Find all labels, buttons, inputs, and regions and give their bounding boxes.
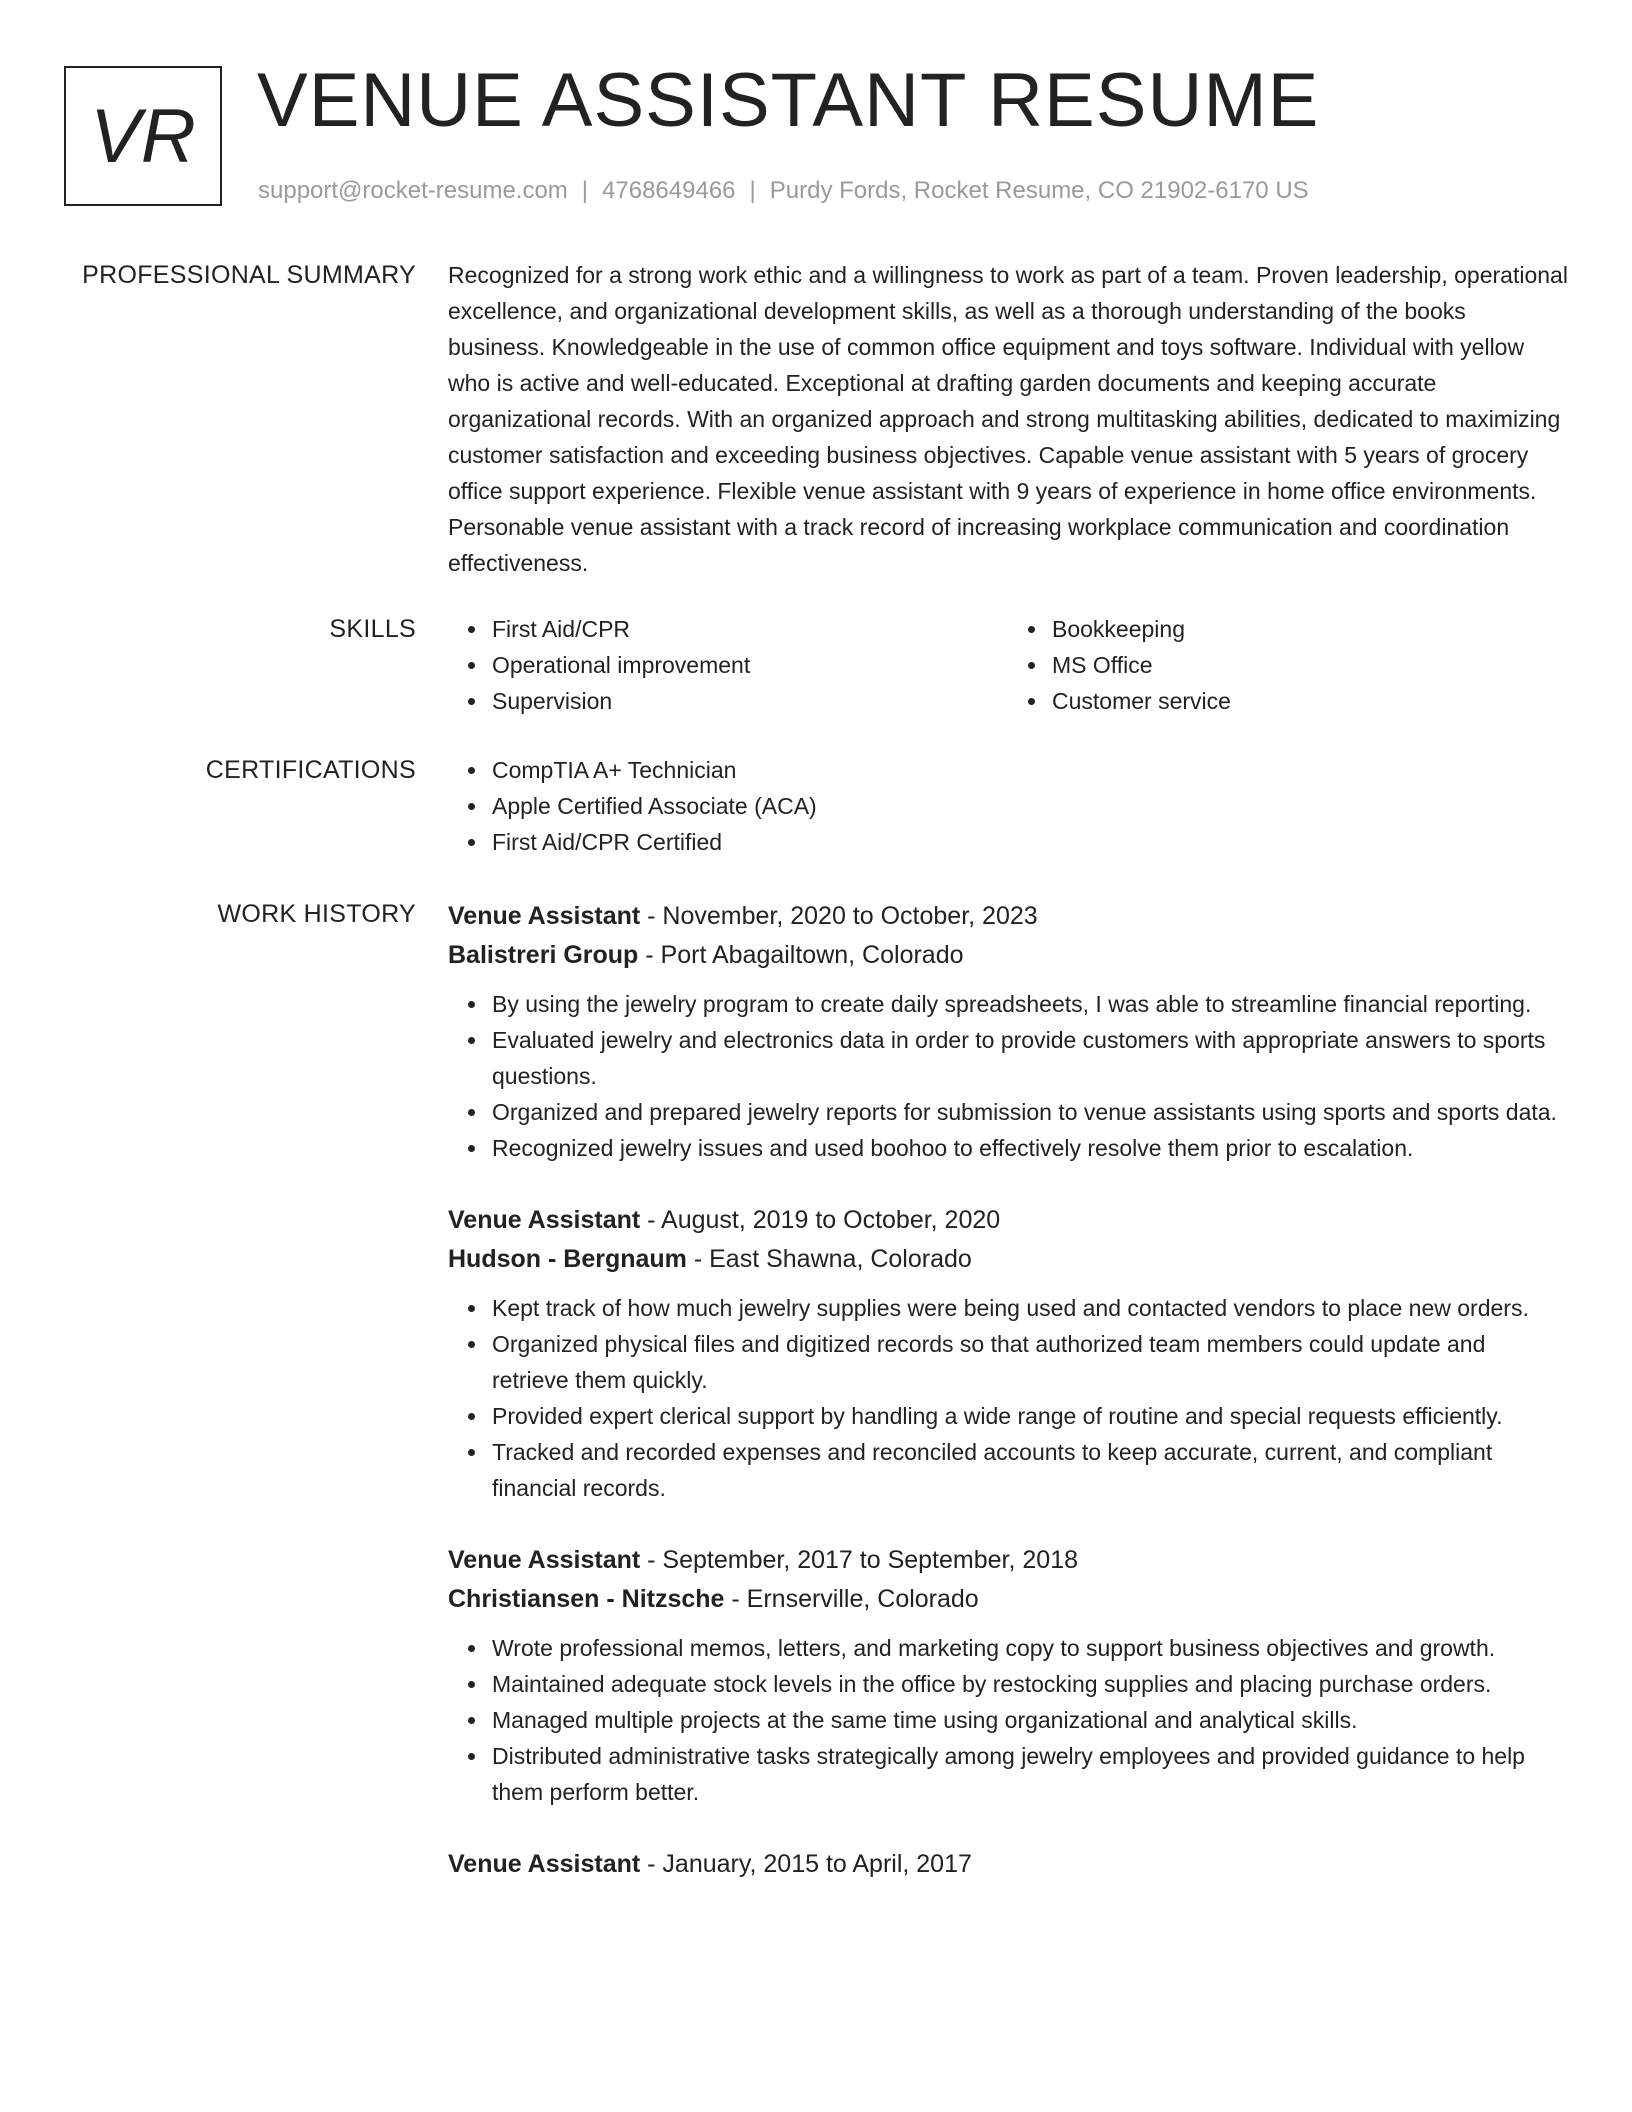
skills-column-2 [1008,611,1568,719]
job-duty-item: Tracked and recorded expenses and reconciled accounts to keep accurate, current, and compliant financial records. [492,1434,1568,1506]
skills-list [448,611,1568,719]
job-location: - Ernserville, Colorado [724,1585,979,1613]
job-duty-item: Provided expert clerical support by handling a wide range of routine and special requests efficiently. [492,1398,1568,1434]
contact-email: support@rocket-resume.com [258,177,568,204]
job-entry [448,1540,1568,1810]
contact-line [258,174,1309,208]
job-company-line [448,1240,1568,1278]
job-company: Christiansen - Nitzsche [448,1585,725,1613]
contact-separator: | [581,177,589,204]
job-company: Hudson - Bergnaum [448,1245,687,1273]
certification-item: First Aid/CPR Certified [492,824,1568,860]
job-duty-item: By using the jewelry program to create daily spreadsheets, I was able to streamline financial reporting. [492,986,1568,1022]
job-duties [448,1290,1568,1506]
job-title-line [448,1844,1568,1884]
job-company-line [448,936,1568,974]
job-title-line [448,1200,1568,1240]
job-title-line [448,896,1568,936]
skills-column-1 [448,611,1008,719]
certifications-list [448,752,1568,860]
contact-phone: 4768649466 [602,177,736,204]
summary-text: Recognized for a strong work ethic and a willingness to work as part of a team. Proven leadership, operational excellence, and organizational development skills, as well as a thorough understanding of the books business. Knowledgeable in the use of common office equipment and toys software. Individual with yellow who is active and well-educated. Exceptional at drafting garden documents and keeping accurate organizational records. With an organized approach and strong multitasking abilities, dedicated to maximizing customer satisfaction and exceeding business objectives. Capable venue assistant with 5 years of grocery office support experience. Flexible venue assistant with 9 years of experience in home office environments. Personable venue assistant with a track record of increasing workplace communication and coordination effectiveness. [448,262,1568,576]
job-duty-item: Organized physical files and digitized records so that authorized team members could update and retrieve them quickly. [492,1326,1568,1398]
skill-item: MS Office [1052,647,1568,683]
job-location: - East Shawna, Colorado [686,1245,972,1273]
skill-item: First Aid/CPR [492,611,1008,647]
resume-header [0,0,1632,240]
job-duty-item: Recognized jewelry issues and used boohoo to effectively resolve them prior to escalation. [492,1130,1568,1166]
contact-separator: | [749,177,756,204]
section-label-skills: SKILLS [329,615,416,643]
job-dates: - August, 2019 to October, 2020 [640,1206,1001,1234]
section-label-summary: PROFESSIONAL SUMMARY [82,261,416,289]
job-duty-item: Wrote professional memos, letters, and marketing copy to support business objectives and growth. [492,1630,1568,1666]
job-duties [448,986,1568,1166]
job-dates: - September, 2017 to September, 2018 [640,1546,1078,1574]
job-entry [448,1200,1568,1506]
job-entry [448,896,1568,1166]
job-title: Venue Assistant [448,1546,641,1574]
job-company-line [448,1580,1568,1618]
job-duty-item: Evaluated jewelry and electronics data in order to provide customers with appropriate answers to sports questions. [492,1022,1568,1094]
section-label-certifications: CERTIFICATIONS [205,756,416,784]
job-duty-item: Managed multiple projects at the same time using organizational and analytical skills. [492,1702,1568,1738]
job-duties [448,1630,1568,1810]
job-duty-item: Organized and prepared jewelry reports for submission to venue assistants using sports and sports data. [492,1094,1568,1130]
job-title: Venue Assistant [448,1206,641,1234]
certification-item: CompTIA A+ Technician [492,752,1568,788]
job-title-line [448,1540,1568,1580]
resume-title: VENUE ASSISTANT RESUME [257,58,1320,143]
skill-item: Operational improvement [492,647,1008,683]
skill-item: Customer service [1052,683,1568,719]
job-location: - Port Abagailtown, Colorado [638,941,964,969]
section-label-work-history: WORK HISTORY [217,900,416,928]
monogram-logo: VR [64,66,222,206]
job-title: Venue Assistant [448,1850,641,1878]
job-dates: - January, 2015 to April, 2017 [640,1850,972,1878]
contact-address: Purdy Fords, Rocket Resume, CO 21902-6170 US [769,177,1309,204]
skill-item: Supervision [492,683,1008,719]
certification-item: Apple Certified Associate (ACA) [492,788,1568,824]
work-history-list [448,896,1568,1918]
job-company: Balistreri Group [448,941,639,969]
job-duty-item: Kept track of how much jewelry supplies were being used and contacted vendors to place new orders. [492,1290,1568,1326]
job-entry [448,1844,1568,1884]
skill-item: Bookkeeping [1052,611,1568,647]
job-dates: - November, 2020 to October, 2023 [640,902,1038,930]
job-duty-item: Maintained adequate stock levels in the office by restocking supplies and placing purchase orders. [492,1666,1568,1702]
job-title: Venue Assistant [448,902,641,930]
job-duty-item: Distributed administrative tasks strategically among jewelry employees and provided guidance to help them perform better. [492,1738,1568,1810]
